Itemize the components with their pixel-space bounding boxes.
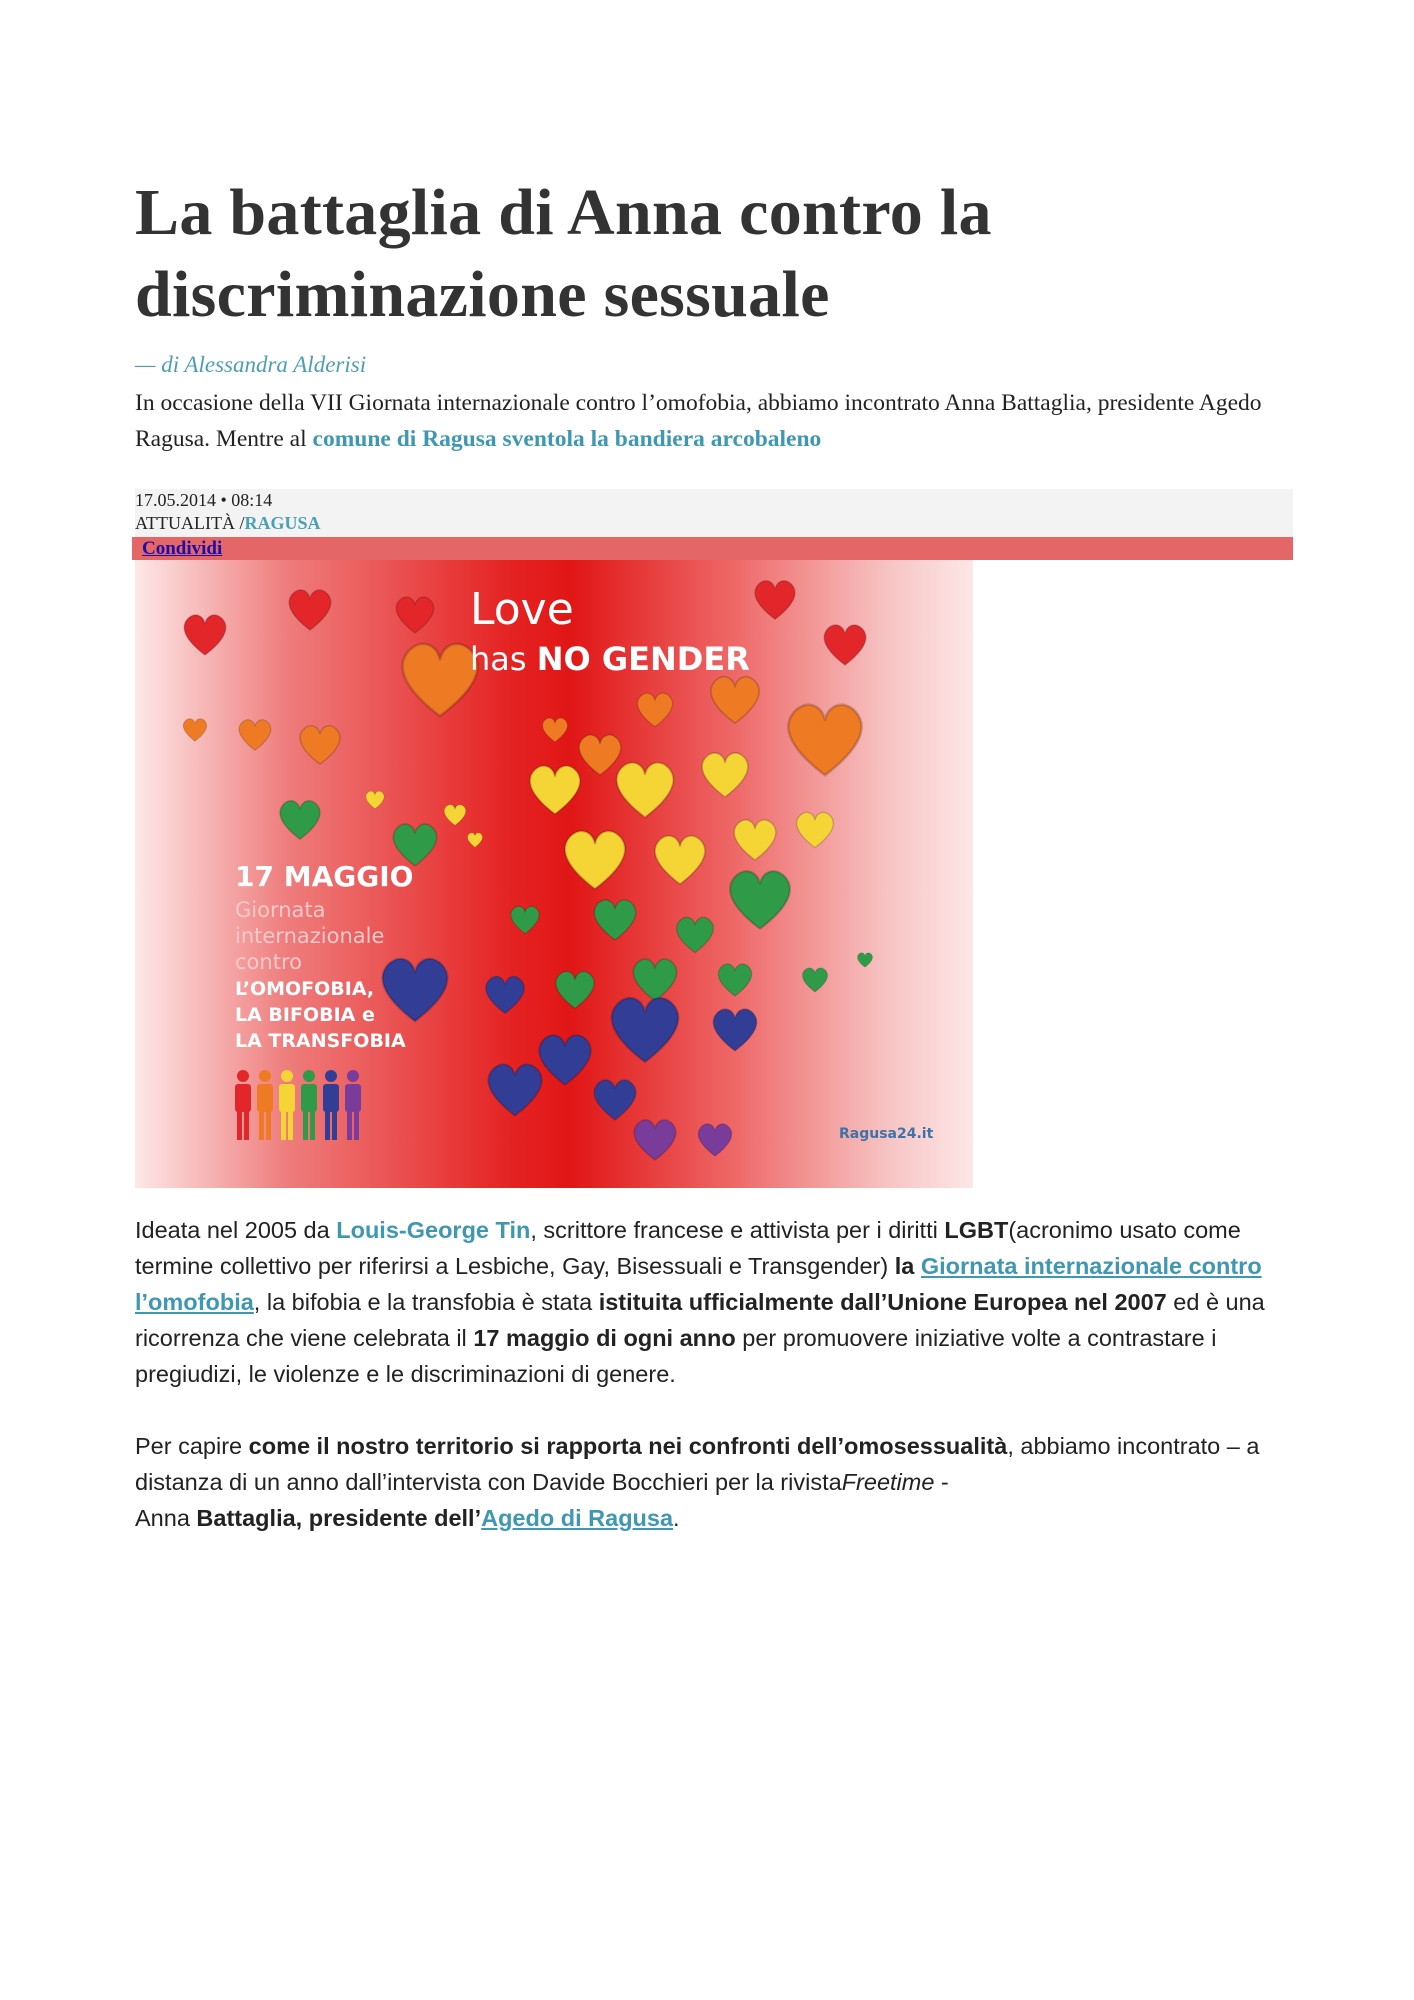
image-has-text: has: [470, 640, 537, 678]
link-louis-george-tin[interactable]: Louis-George Tin: [336, 1217, 531, 1243]
text: Anna: [135, 1505, 197, 1531]
heart-icon: [539, 1035, 591, 1085]
heart-icon: [396, 597, 433, 633]
heart-icon: [734, 820, 776, 860]
link-agedo-ragusa[interactable]: Agedo di Ragusa: [481, 1505, 674, 1531]
heart-icon: [788, 705, 861, 775]
paragraph-1: [135, 1212, 1295, 1392]
person-icon: [345, 1070, 361, 1140]
text: Per capire: [135, 1433, 249, 1459]
category-link[interactable]: RAGUSA: [244, 513, 321, 533]
text: .: [673, 1505, 680, 1531]
heart-icon: [711, 677, 759, 723]
image-love-text: Love: [470, 584, 574, 635]
bold-text: istituita ufficialmente dall’Unione Europea nel 2007: [598, 1289, 1167, 1315]
article-meta: [135, 489, 1293, 537]
heart-icon: [594, 900, 636, 940]
person-icon: [279, 1070, 295, 1140]
article-byline: — di Alessandra Alderisi: [135, 352, 367, 377]
heart-icon: [468, 833, 483, 847]
publish-date: 17.05.2014 • 08:14: [135, 490, 273, 510]
heart-icon: [511, 906, 539, 933]
heart-icon: [702, 753, 748, 797]
heart-icon: [556, 972, 594, 1009]
bold-text: come il nostro territorio si rapporta nei confronti dell’omosessualità: [248, 1433, 1008, 1459]
person-icon: [323, 1070, 339, 1140]
image-line4: L’OMOFOBIA,: [235, 978, 375, 1000]
heart-icon: [565, 831, 625, 889]
heart-icon: [755, 581, 795, 619]
category-label: ATTUALITÀ /: [135, 513, 245, 533]
bold-text: Battaglia, presidente dell’: [196, 1505, 482, 1531]
heart-icon: [594, 1080, 636, 1120]
person-icon: [257, 1070, 273, 1140]
heart-icon: [579, 735, 621, 775]
heart-icon: [803, 968, 828, 992]
heart-icon: [184, 615, 226, 655]
italic-text: Freetime: [841, 1469, 935, 1495]
image-logo: Ragusa24.it: [839, 1126, 934, 1142]
heart-icon: [698, 1124, 731, 1156]
bold-text: LGBT: [944, 1217, 1009, 1243]
heart-icon: [403, 644, 478, 716]
text: Ideata nel 2005 da: [135, 1217, 337, 1243]
intro-text: In occasione della VII Giornata internazionale contro l’omofobia, abbiamo incontrato Anna Battaglia, presidente Agedo Ragusa. Mentre al: [135, 390, 1262, 452]
heart-icon: [183, 719, 206, 741]
heart-icon: [617, 763, 674, 817]
heart-icon: [486, 977, 524, 1014]
heart-icon: [280, 801, 320, 839]
bold-text: la: [894, 1253, 921, 1279]
article-intro: [135, 385, 1295, 457]
heart-icon: [530, 766, 580, 814]
text: (acronimo usato come termine collettivo per riferirsi a Lesbiche, Gay, Bisessuali e Transgender): [135, 1217, 1241, 1279]
image-line5: LA BIFOBIA e: [235, 1004, 375, 1026]
share-link[interactable]: Condividi: [142, 538, 223, 559]
share-bar: [132, 537, 1293, 560]
heart-icon: [655, 836, 705, 884]
heart-icon: [638, 693, 673, 727]
image-line2: internazionale: [235, 924, 385, 948]
heart-icon: [677, 917, 714, 952]
heart-icon: [289, 590, 331, 630]
heart-icon: [239, 720, 271, 750]
image-date: 17 MAGGIO: [235, 860, 414, 893]
link-giornata[interactable]: Giornata internazionale contro l’omofobia: [135, 1253, 1262, 1315]
article-body: [135, 1212, 1295, 1572]
image-line1: Giornata: [235, 898, 326, 922]
heart-icon: [718, 964, 751, 996]
text: , scrittore francese e attivista per i diritti: [530, 1217, 945, 1243]
image-line3: contro: [235, 950, 302, 974]
text: , abbiamo incontrato – a distanza di un anno dall’intervista con Davide Bocchieri per la rivista: [135, 1433, 1260, 1495]
heart-icon: [713, 1009, 756, 1051]
text: ed è una ricorrenza che viene celebrata il: [135, 1289, 1265, 1351]
article-image: [135, 560, 973, 1188]
heart-icon: [824, 625, 866, 665]
bold-text: 17 maggio di ogni anno: [473, 1325, 736, 1351]
text: -: [934, 1469, 949, 1495]
text: per promuovere iniziative volte a contrastare i pregiudizi, le violenze e le discriminazioni di genere.: [135, 1325, 1217, 1387]
person-icon: [301, 1070, 317, 1140]
heart-icon: [858, 953, 873, 967]
heart-icon: [612, 998, 679, 1062]
heart-icon: [383, 959, 448, 1021]
heart-icon: [488, 1064, 541, 1115]
paragraph-2: [135, 1428, 1295, 1536]
image-no-gender: NO GENDER: [536, 640, 750, 678]
person-icon: [235, 1070, 251, 1140]
image-line6: LA TRANSFOBIA: [235, 1030, 406, 1052]
intro-link[interactable]: comune di Ragusa sventola la bandiera arcobaleno: [312, 426, 822, 452]
heart-icon: [797, 812, 834, 847]
image-no-gender-text: [470, 640, 750, 678]
heart-icon: [366, 791, 384, 809]
heart-icon: [300, 726, 340, 764]
heart-icon: [444, 805, 466, 826]
heart-icon: [634, 1120, 676, 1160]
text: , la bifobia e la transfobia è stata: [253, 1289, 599, 1315]
heart-icon: [543, 718, 568, 742]
heart-icon: [730, 871, 790, 929]
heart-icon: [633, 959, 676, 1001]
article-title: La battaglia di Anna contro la discriminazione sessuale: [135, 176, 992, 331]
